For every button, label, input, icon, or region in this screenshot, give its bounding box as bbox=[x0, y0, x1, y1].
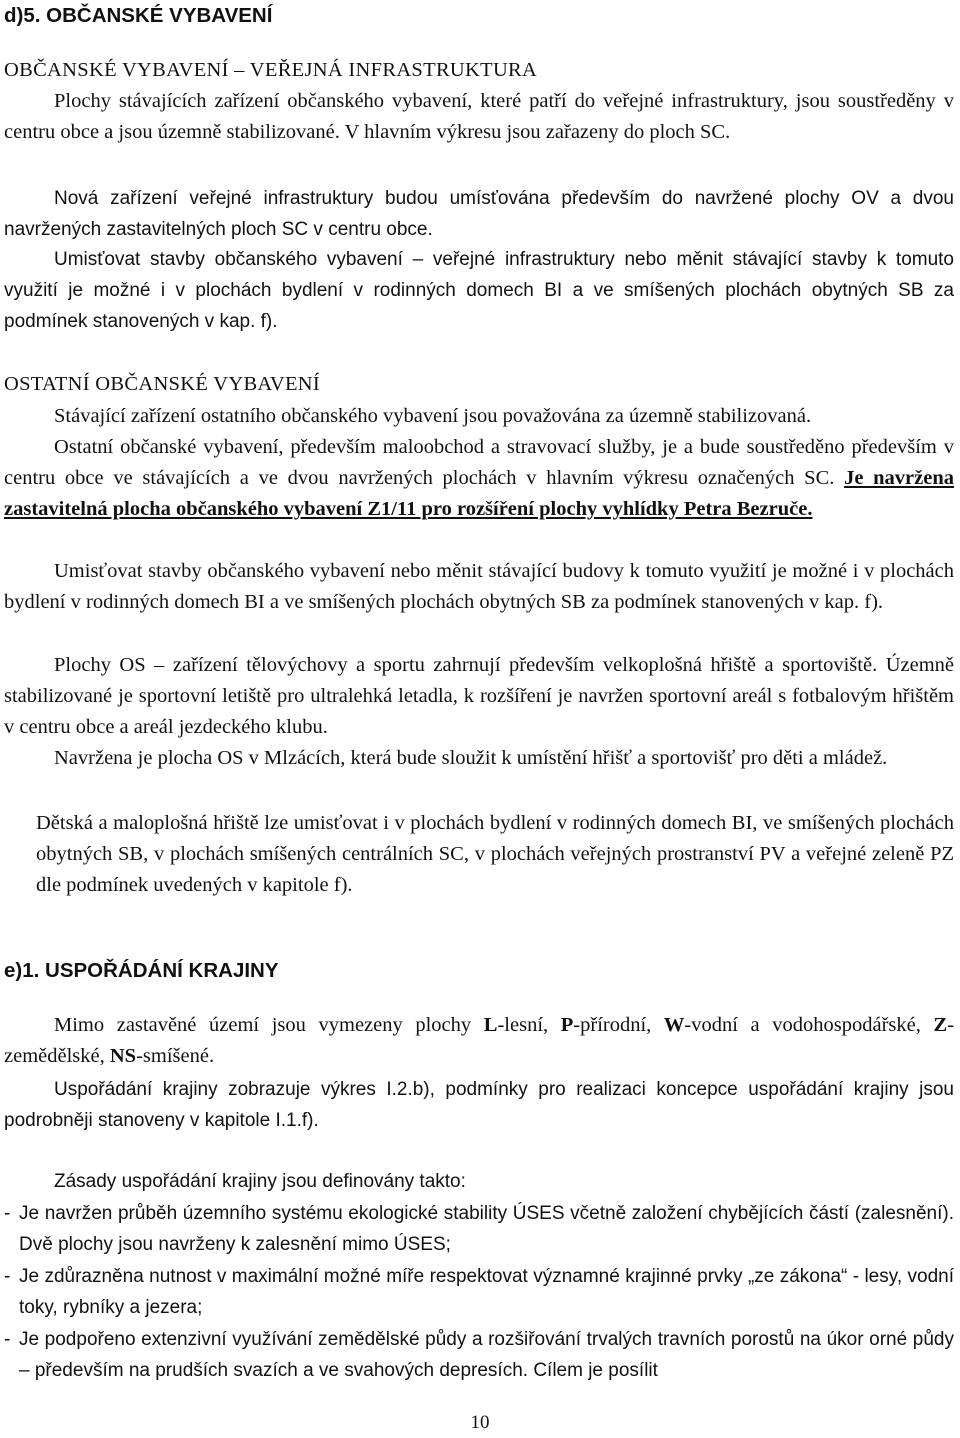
subsection-heading-public-infrastructure: OBČANSKÉ VYBAVENÍ – VEŘEJNÁ INFRASTRUKTURA bbox=[4, 59, 538, 81]
list-bullet: - bbox=[4, 1266, 11, 1287]
list-bullet: - bbox=[4, 1329, 11, 1350]
paragraph: Stávající zařízení ostatního občanského vybavení jsou považována za územně stabilizovaná. bbox=[54, 405, 812, 427]
list-item: Je navržen průběh územního systému ekologické stability ÚSES včetně založení chybějících částí (zalesnění). Dvě plochy jsou navrženy k zalesnění mimo ÚSES; bbox=[19, 1203, 954, 1255]
paragraph: Nová zařízení veřejné infrastruktury budou umísťována především do navržené plochy OV a dvou navržených zastavitelných ploch SC v centru obce. bbox=[4, 188, 954, 240]
zone-code-W: W bbox=[663, 1014, 685, 1036]
zone-code-P: P bbox=[560, 1014, 574, 1036]
paragraph: Zásady uspořádání krajiny jsou definovány takto: bbox=[54, 1171, 466, 1192]
paragraph: Navržena je plocha OS v Mlzácích, která bude sloužit k umístění hřišť a sportovišť pro děti a mládež. bbox=[54, 747, 888, 769]
paragraph: Uspořádání krajiny zobrazuje výkres I.2.b), podmínky pro realizaci koncepce uspořádání krajiny jsou podrobněji stanoveny v kapitole I.1.f). bbox=[4, 1079, 954, 1131]
emphasized-text: Je navržena zastavitelná plocha občanského vybavení Z1/11 pro rozšíření plochy vyhlídky Petra Bezruče. bbox=[4, 467, 955, 520]
zone-label: -zemědělské, bbox=[4, 1014, 955, 1067]
paragraph: Dětská a maloplošná hřiště lze umisťovat i v plochách bydlení v rodinných domech BI, ve smíšených plochách obytných SB, v plochách smíšených centrálních SC, v plochách veřejných prostranství PV a veřejné zeleně PZ dle podmínek uvedených v kapitole f). bbox=[36, 812, 954, 896]
list-item: Je podpořeno extenzivní využívání zemědělské půdy a rozšiřování trvalých travních porostů na úkor orné půdy – především na prudších svazích a ve svahových depresích. Cílem je posílit bbox=[19, 1329, 954, 1381]
paragraph: Umisťovat stavby občanského vybavení nebo měnit stávající budovy k tomuto využití je možné i v plochách bydlení v rodinných domech BI a ve smíšených plochách obytných SB za podmínek stanovených v kap. f). bbox=[4, 560, 954, 613]
paragraph: Plochy OS – zařízení tělovýchovy a sportu zahrnují především velkoplošná hřiště a sportoviště. Územně stabilizované je sportovní letiště pro ultralehká letadla, k rozšíření je navržen sportovní areál s fotbalovým hřištěm v centru obce a areál jezdeckého klubu. bbox=[4, 654, 954, 738]
subsection-heading-other-amenities: OSTATNÍ OBČANSKÉ VYBAVENÍ bbox=[4, 373, 321, 395]
paragraph: Plochy stávajících zařízení občanského vybavení, které patří do veřejné infrastruktury, jsou soustředěny v centru obce a jsou územně stabilizované. V hlavním výkresu jsou zařazeny do ploch SC. bbox=[4, 90, 954, 143]
zone-code-L: L bbox=[483, 1014, 498, 1036]
zone-code-Z: Z bbox=[933, 1014, 948, 1036]
paragraph bbox=[4, 1010, 954, 1072]
paragraph: Umisťovat stavby občanského vybavení – veřejné infrastruktury nebo měnit stávající stavby k tomuto využití je možné i v plochách bydlení v rodinných domech BI a ve smíšených plochách obytných SB za podmínek stanovených v kap. f). bbox=[4, 249, 954, 332]
page-number: 10 bbox=[470, 1412, 490, 1433]
zone-label: -vodní a vodohospodářské, bbox=[684, 1014, 934, 1036]
zone-label: -lesní, bbox=[497, 1014, 561, 1036]
zone-label: -přírodní, bbox=[573, 1014, 664, 1036]
list-item: Je zdůrazněna nutnost v maximální možné míře respektovat významné krajinné prvky „ze zákona“ - lesy, vodní toky, rybníky a jezera; bbox=[19, 1266, 954, 1318]
paragraph bbox=[4, 432, 954, 525]
zone-label: -smíšené. bbox=[136, 1045, 215, 1067]
list-bullet: - bbox=[4, 1203, 11, 1224]
section-heading-e1: e)1. USPOŘÁDÁNÍ KRAJINY bbox=[4, 959, 279, 982]
paragraph-text: Ostatní občanské vybavení, především maloobchod a stravovací služby, je a bude soustředěno především v centru obce ve stávajících a ve dvou navržených plochách v hlavním výkresu označených SC. bbox=[4, 436, 954, 489]
zone-code-NS: NS bbox=[109, 1045, 137, 1067]
section-heading-d5: d)5. OBČANSKÉ VYBAVENÍ bbox=[4, 4, 273, 27]
paragraph-text: Mimo zastavěné území jsou vymezeny plochy bbox=[54, 1014, 484, 1036]
